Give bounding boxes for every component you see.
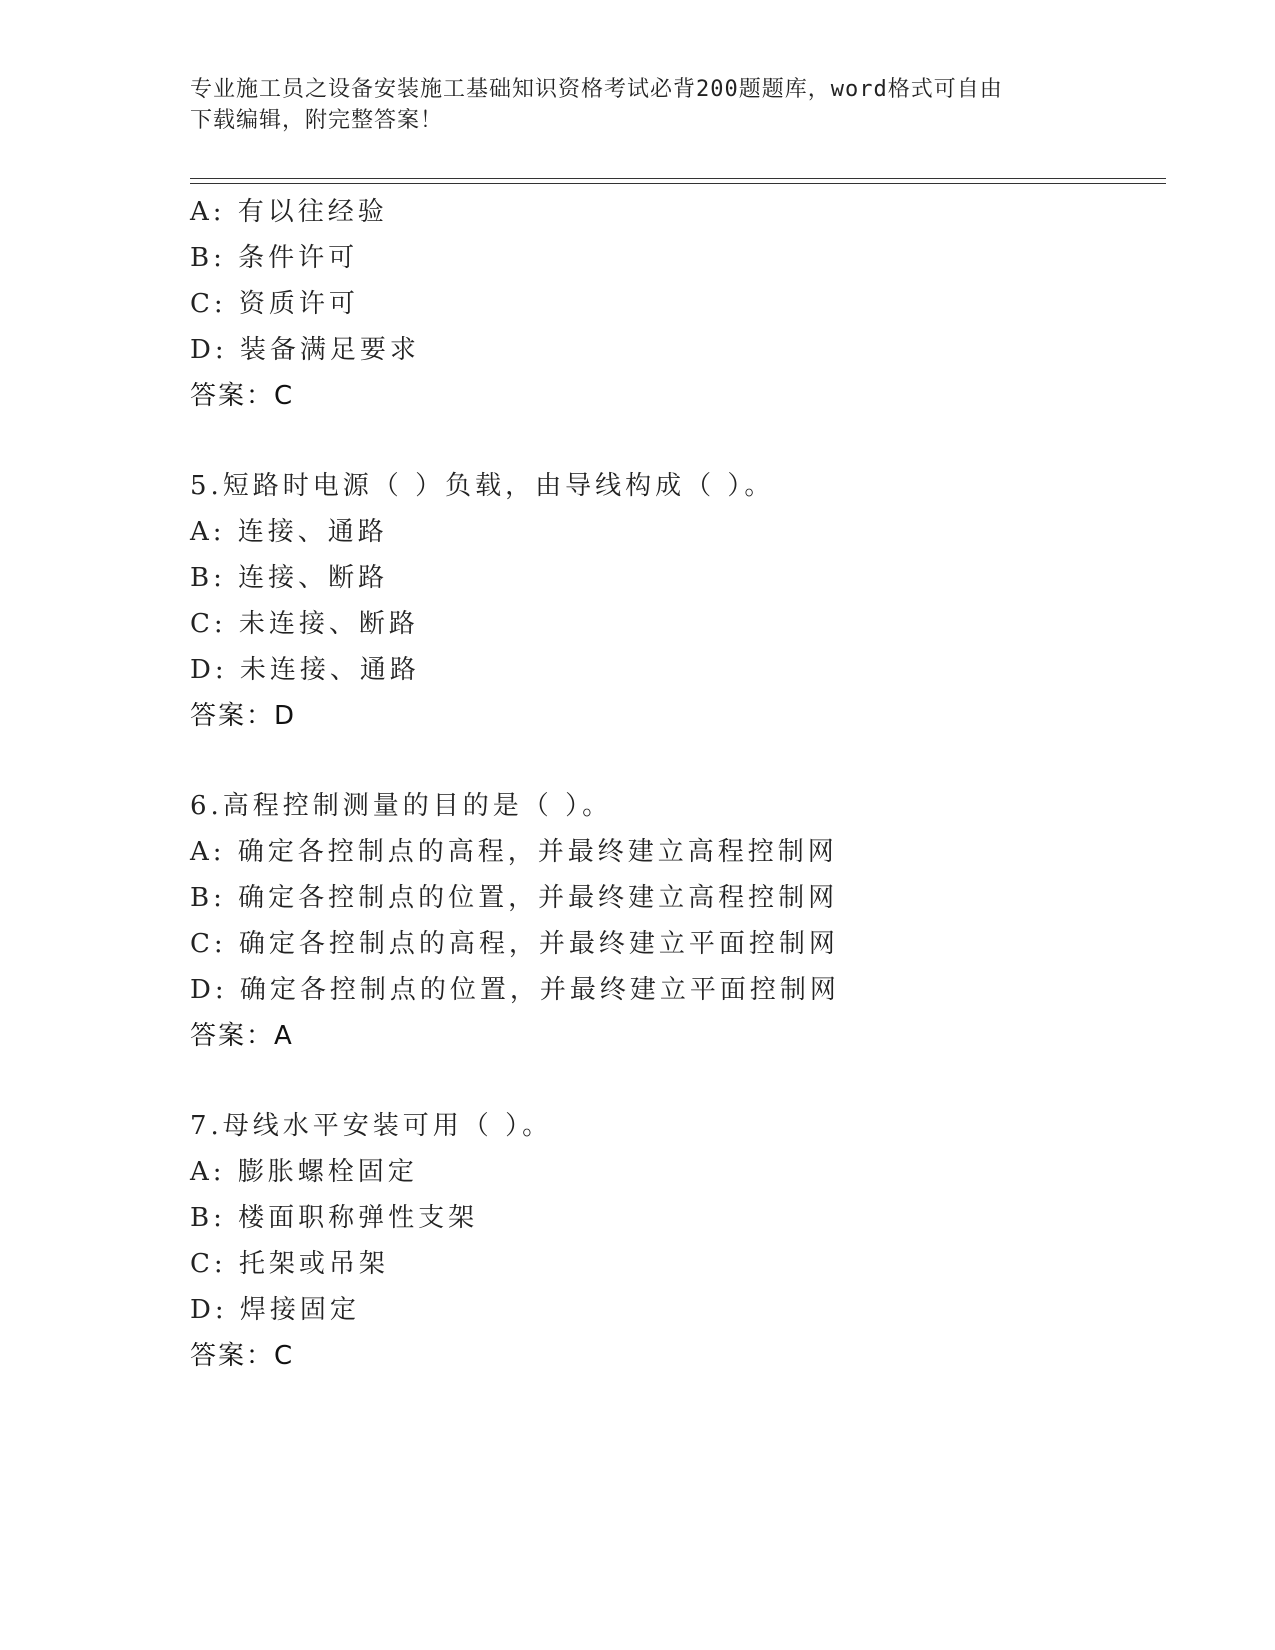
question-4-answer: 答案：C: [190, 381, 295, 411]
question-6: [190, 783, 1170, 1059]
question-4-option-a: A: 有以往经验: [190, 197, 388, 227]
header-title-line-1: 专业施工员之设备安装施工基础知识资格考试必背200题题库，word格式可自由: [190, 77, 1003, 102]
question-5: [190, 463, 1170, 739]
question-6-option-d: D: 确定各控制点的位置，并最终建立平面控制网: [190, 975, 840, 1005]
question-5-answer: 答案：D: [190, 701, 297, 731]
question-spacer: [190, 419, 1170, 463]
question-7-answer: 答案：C: [190, 1341, 295, 1371]
question-5-stem: 5.短路时电源（ ）负载，由导线构成（ ）。: [190, 471, 775, 501]
question-7-option-d: D: 焊接固定: [190, 1295, 360, 1325]
question-7: [190, 1103, 1170, 1379]
question-7-option-c: C: 托架或吊架: [190, 1249, 389, 1279]
question-5-option-d: D: 未连接、通路: [190, 655, 420, 685]
header-title-line-2: 下载编辑，附完整答案！: [190, 108, 444, 133]
question-6-option-b: B: 确定各控制点的位置，并最终建立高程控制网: [190, 883, 839, 913]
question-spacer: [190, 1059, 1170, 1103]
header-divider-bottom: [190, 183, 1166, 184]
question-6-option-a: A: 确定各控制点的高程，并最终建立高程控制网: [190, 837, 838, 867]
question-6-stem: 6.高程控制测量的目的是（ ）。: [190, 791, 613, 821]
question-7-option-a: A: 膨胀螺栓固定: [190, 1157, 418, 1187]
question-7-stem: 7.母线水平安装可用（ ）。: [190, 1111, 553, 1141]
question-spacer: [190, 739, 1170, 783]
question-list: [190, 189, 1170, 1379]
question-5-option-b: B: 连接、断路: [190, 563, 389, 593]
question-7-option-b: B: 楼面职称弹性支架: [190, 1203, 479, 1233]
question-5-option-a: A: 连接、通路: [190, 517, 388, 547]
question-6-answer: 答案：A: [190, 1021, 294, 1051]
question-5-option-c: C: 未连接、断路: [190, 609, 419, 639]
question-6-option-c: C: 确定各控制点的高程，并最终建立平面控制网: [190, 929, 839, 959]
question-4-option-d: D: 装备满足要求: [190, 335, 420, 365]
document-header: [190, 74, 1090, 136]
question-4-option-c: C: 资质许可: [190, 289, 359, 319]
header-divider-top: [190, 178, 1166, 179]
question-4-option-b: B: 条件许可: [190, 243, 359, 273]
question-4-continued: [190, 189, 1170, 419]
